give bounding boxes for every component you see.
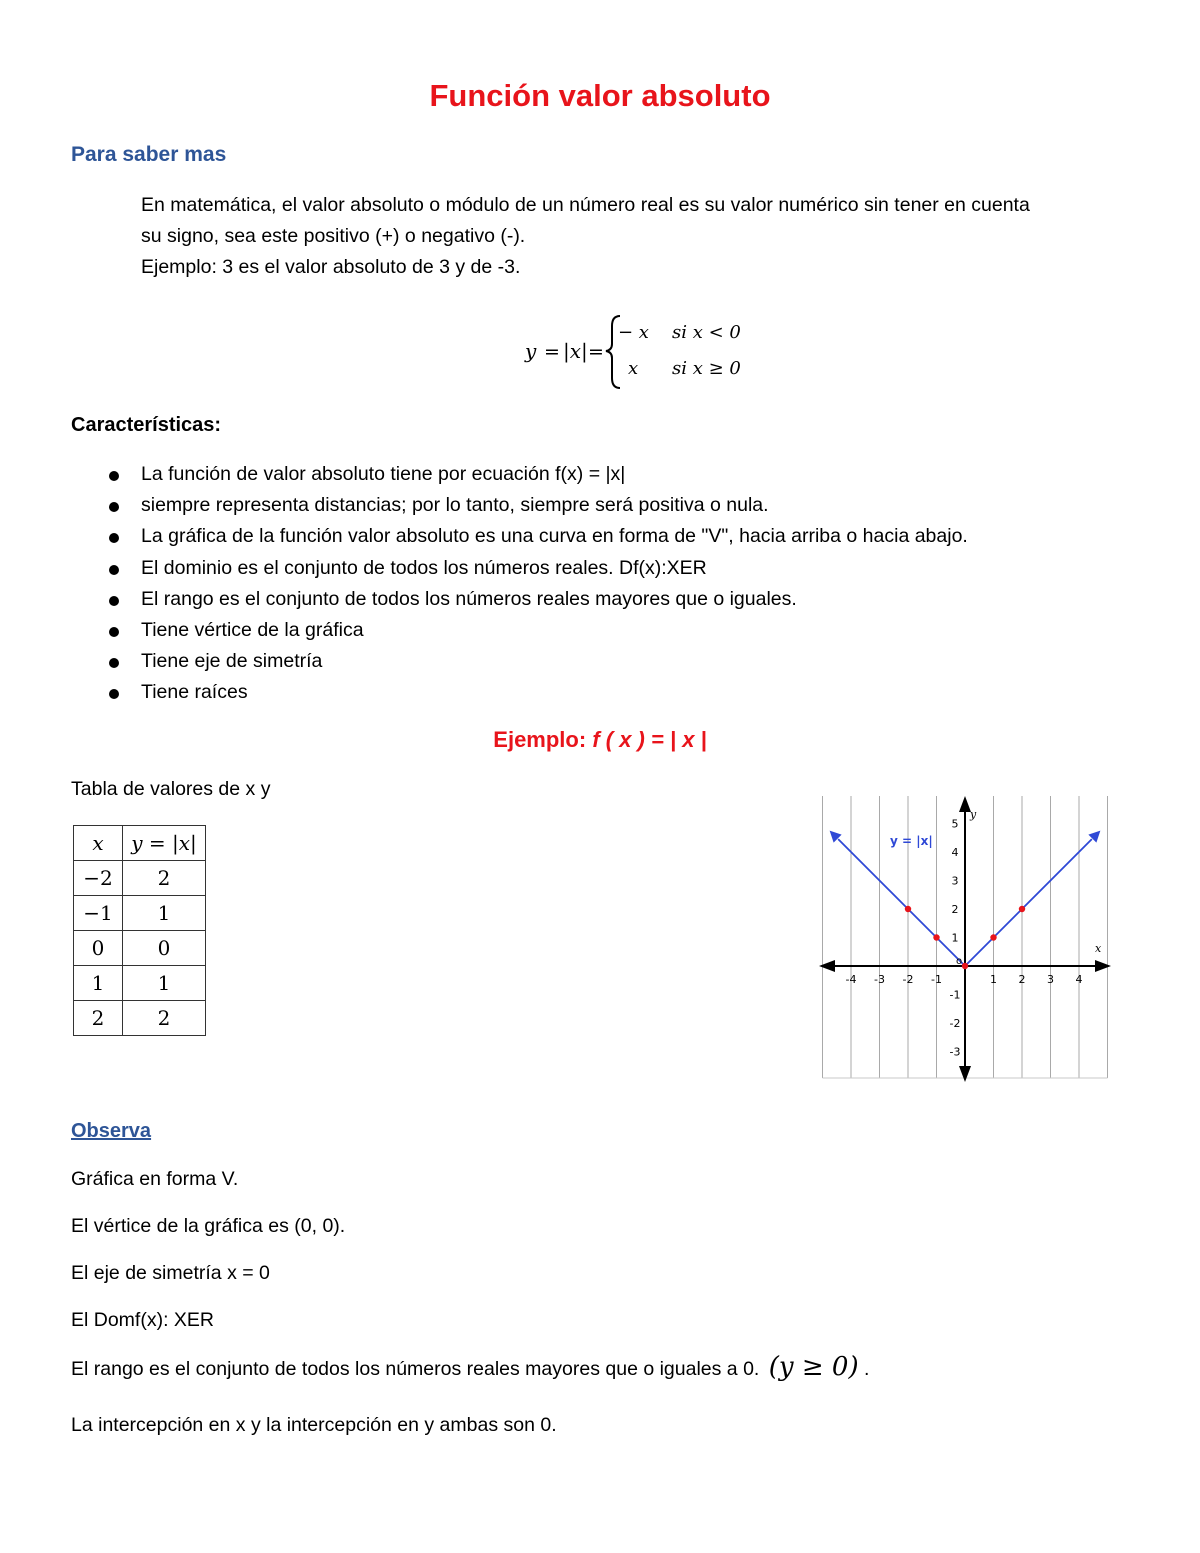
list-item: El dominio es el conjunto de todos los números reales. Df(x):XER — [0, 553, 1200, 584]
y-tick-label: 3 — [951, 874, 959, 888]
page-title: Función valor absoluto — [429, 78, 771, 113]
table-row: 2 2 — [74, 1001, 206, 1036]
piecewise-formula — [520, 312, 780, 390]
table-row: −2 2 — [74, 861, 206, 896]
case1-expression: − x — [618, 322, 649, 343]
list-item: La función de valor absoluto tiene por ecuación f(x) = |x| — [0, 459, 1200, 490]
intro-bullet-1 — [0, 190, 1200, 221]
intro-text-line1: En matemática, el valor absoluto o módulo de un número real es su valor numérico sin tener en cuenta — [141, 194, 1030, 216]
y-tick-label: -1 — [949, 988, 961, 1002]
bullet-dot — [109, 565, 119, 575]
case2-expression: x — [628, 358, 639, 379]
x-tick-label: 1 — [990, 973, 997, 986]
x-axis-arrow-right — [1095, 960, 1111, 972]
x-tick-label: -2 — [902, 973, 914, 986]
example-formula: f ( x ) = | x | — [592, 727, 707, 752]
x-tick-label: -3 — [874, 973, 885, 986]
observa-intercept-line: La intercepción en x y la intercepción en y ambas son 0. — [71, 1414, 557, 1436]
bullet-dot — [109, 658, 119, 668]
observa-line: El eje de simetría x = 0 — [71, 1262, 270, 1284]
bullet-dot — [109, 471, 119, 481]
bullet-dot — [109, 502, 119, 512]
bullet-dot — [109, 627, 119, 637]
x-tick-label: -4 — [845, 973, 857, 986]
list-item: Tiene vértice de la gráfica — [0, 615, 1200, 646]
example-prefix: Ejemplo: — [493, 727, 587, 752]
values-table — [73, 825, 206, 1036]
y-tick-label: 4 — [951, 846, 959, 859]
intro-text-line3: Ejemplo: 3 es el valor absoluto de 3 y de -3. — [141, 256, 521, 278]
range-math: (y ≥ 0) — [768, 1352, 859, 1382]
axes — [819, 796, 1111, 1082]
legend-label: y = |x| — [890, 834, 933, 848]
intro-bullet-1-cont — [0, 221, 1200, 252]
data-point — [905, 906, 911, 912]
intro-bullet-2 — [0, 252, 1200, 283]
list-item: siempre representa distancias; por lo tanto, siempre será positiva o nula. — [0, 490, 1200, 521]
y-axis-label: y — [970, 808, 977, 821]
observa-line: El Domf(x): XER — [71, 1309, 215, 1331]
table-row: −1 1 — [74, 896, 206, 931]
formula-eq1: = — [544, 341, 560, 363]
header-y: y = |x| — [123, 826, 206, 861]
example-heading — [0, 727, 1200, 753]
origin-label: o — [956, 956, 963, 967]
list-item: Tiene raíces — [0, 677, 1200, 708]
bullet-dot — [109, 689, 119, 699]
observa-range-line: El rango es el conjunto de todos los números reales mayores que o iguales a 0. (y ≥ 0) . — [71, 1352, 870, 1382]
case2-condition: si x ≥ 0 — [672, 358, 741, 379]
y-axis-arrow-down — [959, 1066, 971, 1082]
y-tick-label: -2 — [949, 1017, 961, 1030]
formula-y: y — [525, 339, 537, 363]
list-item: El rango es el conjunto de todos los números reales mayores que o iguales. — [0, 584, 1200, 615]
x-axis-label: x — [1095, 942, 1102, 955]
table-header-row — [74, 826, 206, 861]
x-tick-label: 2 — [1018, 973, 1026, 986]
characteristics-list — [0, 459, 1200, 709]
table-label: Tabla de valores de x y — [71, 778, 271, 800]
observa-heading: Observa — [71, 1120, 152, 1142]
y-tick-label: 5 — [951, 817, 959, 831]
characteristics-heading: Características: — [71, 414, 222, 436]
x-axis-arrow-left — [819, 960, 835, 972]
x-tick-label: -1 — [931, 973, 942, 986]
intro-text-line2: su signo, sea este positivo (+) o negativo (-). — [141, 225, 526, 247]
list-item: Tiene eje de simetría — [0, 646, 1200, 677]
bullet-dot — [109, 533, 119, 543]
data-point — [1019, 906, 1025, 912]
abs-value-graph — [815, 792, 1115, 1084]
table-row: 0 0 — [74, 931, 206, 966]
observa-line: El vértice de la gráfica es (0, 0). — [71, 1215, 346, 1237]
y-tick-label: 2 — [951, 903, 959, 916]
section-subheading: Para saber mas — [71, 143, 227, 166]
x-tick-label: 3 — [1047, 973, 1054, 986]
table-row: 1 1 — [74, 966, 206, 1001]
bullet-dot — [109, 596, 119, 606]
data-point — [990, 934, 996, 940]
case1-condition: si x < 0 — [672, 322, 741, 343]
data-point — [962, 963, 968, 969]
header-x: x — [74, 826, 123, 861]
list-item: La gráfica de la función valor absoluto es una curva en forma de "V", hacia arriba o hacia abajo. — [0, 521, 1200, 552]
formula-eq2: = — [588, 341, 604, 363]
formula-abs-x: |x| — [563, 339, 588, 363]
x-tick-label: 4 — [1075, 973, 1083, 986]
observa-line: Gráfica en forma V. — [71, 1168, 239, 1190]
y-tick-label: 1 — [951, 931, 959, 945]
y-tick-label: -3 — [949, 1045, 961, 1059]
data-point — [933, 934, 939, 940]
